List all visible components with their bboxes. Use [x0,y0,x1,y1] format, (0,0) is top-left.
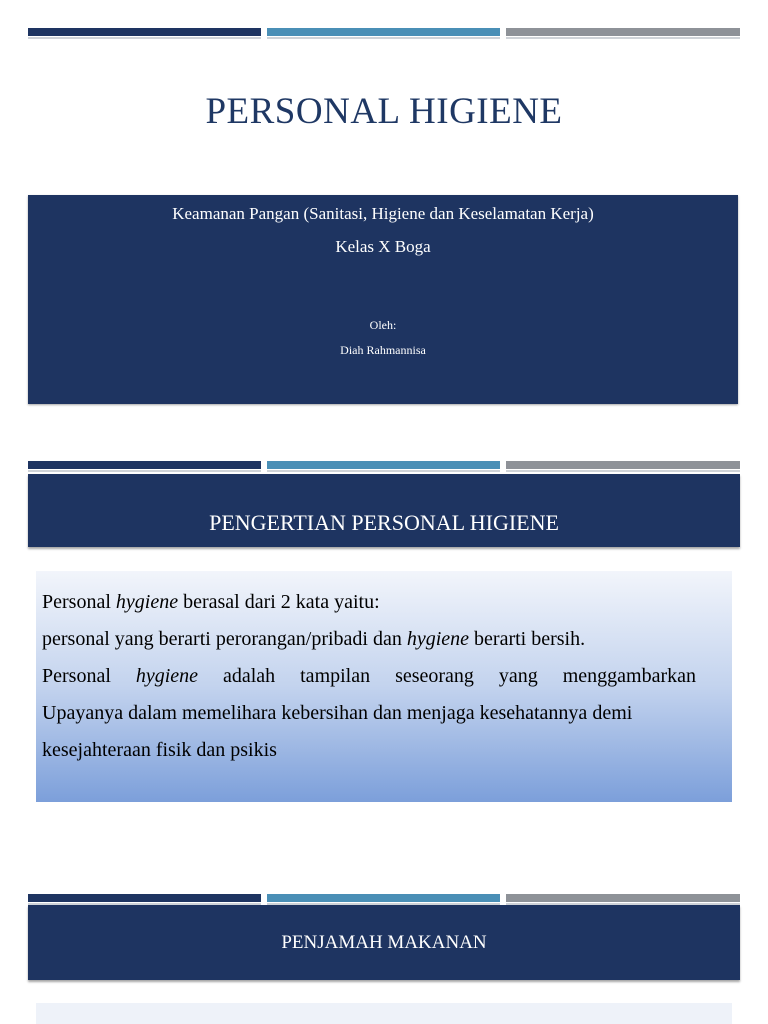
decorative-section-bar [28,461,740,469]
bar-segment-blue [267,461,500,469]
decorative-section-bar [28,894,740,902]
bar-segment-blue [267,28,500,36]
bar-segment-navy [28,894,261,902]
text-line: Personal hygiene adalah tampilan seseorang yang menggambarkan [42,665,696,687]
class-text: Kelas X Boga [335,237,431,256]
bar-segment-blue [267,894,500,902]
author-name: Diah Rahmannisa [340,343,426,357]
section-title: PENJAMAH MAKANAN [281,932,487,953]
section-title: PENGERTIAN PERSONAL HIGIENE [209,510,559,535]
definition-text [42,584,696,769]
bar-segment-gray [506,894,740,902]
bar-segment-navy [28,28,261,36]
slide-title: PERSONAL HIGIENE [205,91,563,132]
text-line: Personal hygiene berasal dari 2 kata yaitu: [42,591,380,613]
definition-box [36,571,732,802]
section-header [28,474,740,547]
bar-segment-gray [506,28,740,36]
subject-info-box [28,195,738,404]
text-line: kesejahteraan fisik dan psikis [42,739,277,761]
text-line: Upayanya dalam memelihara kebersihan dan menjaga kesehatannya demi [42,702,633,724]
subject-text: Keamanan Pangan (Sanitasi, Higiene dan Keselamatan Kerja) [172,204,594,223]
section-header [28,905,740,980]
text-line: personal yang berarti perorangan/pribadi dan hygiene berarti bersih. [42,628,586,650]
by-label: Oleh: [369,318,397,332]
bar-segment-navy [28,461,261,469]
bar-segment-gray [506,461,740,469]
decorative-top-bar [28,28,740,36]
content-box-partial [36,1003,732,1024]
